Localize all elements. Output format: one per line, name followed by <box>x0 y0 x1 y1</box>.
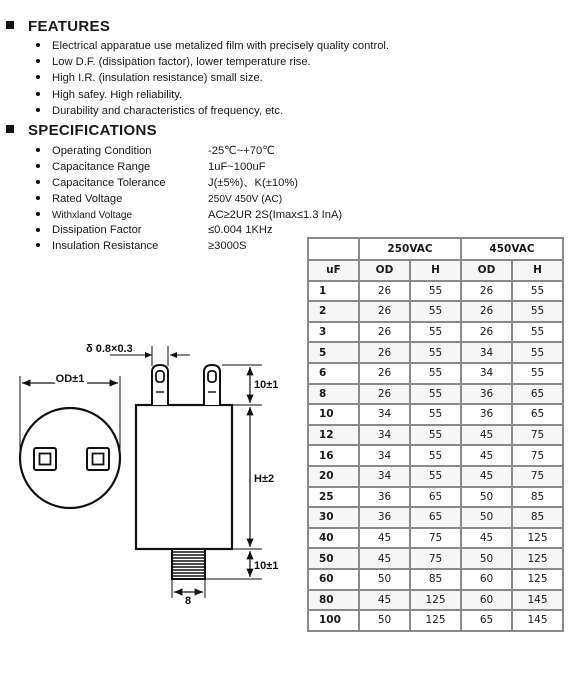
cell-value: 55 <box>512 342 563 363</box>
table-row <box>308 507 563 528</box>
features-title: FEATURES <box>28 18 111 35</box>
cell-uf: 30 <box>308 507 359 528</box>
cell-value: 65 <box>512 404 563 425</box>
table-row <box>308 445 563 466</box>
feature-item: Electrical apparatue use metalized film with precisely quality control. <box>36 38 389 54</box>
cell-value: 34 <box>461 363 512 384</box>
cell-value: 55 <box>410 322 461 343</box>
table-row <box>308 322 563 343</box>
cell-uf: 16 <box>308 445 359 466</box>
bullet-icon <box>36 75 40 79</box>
cell-value: 26 <box>359 384 410 405</box>
bullet-icon <box>36 180 40 184</box>
cell-value: 26 <box>461 301 512 322</box>
dimension-table <box>307 237 564 632</box>
group-250vac: 250VAC <box>359 238 461 260</box>
cell-value: 45 <box>461 445 512 466</box>
bullet-icon <box>36 148 40 152</box>
specifications-heading <box>6 122 157 139</box>
cell-value: 45 <box>461 528 512 549</box>
cell-uf: 40 <box>308 528 359 549</box>
cell-uf: 10 <box>308 404 359 425</box>
cell-value: 34 <box>359 425 410 446</box>
bullet-icon <box>36 196 40 200</box>
square-bullet-icon <box>6 21 14 29</box>
cell-value: 55 <box>410 384 461 405</box>
col-od-450: OD <box>461 260 512 281</box>
table-row <box>308 342 563 363</box>
cell-value: 36 <box>359 487 410 508</box>
cell-value: 75 <box>512 445 563 466</box>
cell-uf: 60 <box>308 569 359 590</box>
spec-row: Capacitance Range 1uF~100uF <box>36 160 206 176</box>
bullet-icon <box>36 164 40 168</box>
table-body <box>308 281 563 631</box>
table-row <box>308 528 563 549</box>
col-h-250: H <box>410 260 461 281</box>
stud-width-label: 8 <box>184 595 192 607</box>
table-row <box>308 569 563 590</box>
cell-value: 125 <box>410 590 461 611</box>
col-h-450: H <box>512 260 563 281</box>
table-group-header <box>308 238 563 260</box>
cell-value: 26 <box>359 301 410 322</box>
cell-uf: 3 <box>308 322 359 343</box>
od-label: OD±1 <box>55 373 85 385</box>
spec-row: Operating Condition -25℃~+70℃ <box>36 144 206 160</box>
stud-height-label: 10±1 <box>254 560 279 572</box>
cell-value: 65 <box>410 487 461 508</box>
cell-value: 45 <box>461 466 512 487</box>
cell-value: 75 <box>512 466 563 487</box>
cell-uf: 25 <box>308 487 359 508</box>
table-row <box>308 363 563 384</box>
cell-value: 36 <box>461 384 512 405</box>
table-row <box>308 281 563 302</box>
spec-row: Insulation Resistance ≥3000S <box>36 239 206 255</box>
cell-value: 26 <box>359 322 410 343</box>
bullet-icon <box>36 43 40 47</box>
cell-uf: 2 <box>308 301 359 322</box>
cell-value: 55 <box>410 342 461 363</box>
cell-value: 125 <box>512 548 563 569</box>
cell-value: 145 <box>512 610 563 631</box>
cell-uf: 8 <box>308 384 359 405</box>
cell-value: 55 <box>410 301 461 322</box>
cell-value: 50 <box>461 487 512 508</box>
cell-value: 34 <box>359 404 410 425</box>
specifications-title: SPECIFICATIONS <box>28 122 157 139</box>
cell-uf: 50 <box>308 548 359 569</box>
table-row <box>308 466 563 487</box>
cell-value: 65 <box>512 384 563 405</box>
cell-value: 60 <box>461 569 512 590</box>
cell-value: 55 <box>410 281 461 302</box>
cell-uf: 5 <box>308 342 359 363</box>
table-row <box>308 487 563 508</box>
cell-value: 50 <box>359 610 410 631</box>
cell-uf: 6 <box>308 363 359 384</box>
square-bullet-icon <box>6 125 14 133</box>
cell-value: 26 <box>461 281 512 302</box>
group-450vac: 450VAC <box>461 238 563 260</box>
cell-value: 34 <box>359 445 410 466</box>
cell-value: 55 <box>512 281 563 302</box>
cell-value: 26 <box>461 322 512 343</box>
top-view <box>20 373 120 508</box>
feature-item: Durability and characteristics of frequency, etc. <box>36 103 389 119</box>
col-od-250: OD <box>359 260 410 281</box>
bullet-icon <box>36 92 40 96</box>
table-row <box>308 610 563 631</box>
spec-row: Withxland Voltage AC≥2UR 2S(Imax≤1.3 InA) <box>36 208 206 224</box>
feature-item: Low D.F. (dissipation factor), lower temperature rise. <box>36 54 389 70</box>
cell-value: 34 <box>359 466 410 487</box>
cell-uf: 80 <box>308 590 359 611</box>
specifications-list <box>36 144 343 255</box>
table-column-header <box>308 260 563 281</box>
table-row <box>308 590 563 611</box>
cell-value: 85 <box>410 569 461 590</box>
cell-value: 145 <box>512 590 563 611</box>
cell-value: 50 <box>359 569 410 590</box>
bullet-icon <box>36 108 40 112</box>
cell-value: 55 <box>410 466 461 487</box>
cell-value: 75 <box>410 548 461 569</box>
table-row <box>308 301 563 322</box>
cell-value: 55 <box>410 425 461 446</box>
features-heading <box>6 18 110 35</box>
cell-value: 45 <box>359 590 410 611</box>
bullet-icon <box>36 59 40 63</box>
cell-value: 75 <box>512 425 563 446</box>
cell-value: 125 <box>512 528 563 549</box>
cell-value: 45 <box>359 528 410 549</box>
spec-row: Dissipation Factor ≤0.004 1KHz <box>36 223 206 239</box>
cell-uf: 1 <box>308 281 359 302</box>
cell-value: 55 <box>410 363 461 384</box>
cell-uf: 20 <box>308 466 359 487</box>
top-height-label: 10±1 <box>254 379 279 391</box>
cell-value: 85 <box>512 487 563 508</box>
cell-value: 36 <box>359 507 410 528</box>
cell-value: 55 <box>410 404 461 425</box>
cell-value: 34 <box>461 342 512 363</box>
capacitor-dimension-drawing <box>0 330 300 620</box>
bullet-icon <box>36 228 40 232</box>
cell-value: 50 <box>461 507 512 528</box>
cell-value: 36 <box>461 404 512 425</box>
cell-value: 55 <box>512 363 563 384</box>
cell-value: 55 <box>512 301 563 322</box>
features-list <box>36 38 389 119</box>
feature-item: High I.R. (insulation resistance) small size. <box>36 70 389 86</box>
cell-value: 65 <box>461 610 512 631</box>
table-corner <box>308 238 359 260</box>
cell-uf: 100 <box>308 610 359 631</box>
thickness-label: δ 0.8×0.3 <box>86 343 133 355</box>
spec-row: Capacitance Tolerance J(±5%)、K(±10%) <box>36 176 206 192</box>
feature-item: High safey. High reliability. <box>36 87 389 103</box>
col-uf: uF <box>308 260 359 281</box>
bullet-icon <box>36 212 40 216</box>
cell-value: 45 <box>461 425 512 446</box>
cell-value: 125 <box>512 569 563 590</box>
cell-value: 26 <box>359 281 410 302</box>
table-row <box>308 548 563 569</box>
table-row <box>308 404 563 425</box>
cell-uf: 12 <box>308 425 359 446</box>
cell-value: 26 <box>359 363 410 384</box>
cell-value: 60 <box>461 590 512 611</box>
body-height-label: H±2 <box>254 473 275 485</box>
cell-value: 65 <box>410 507 461 528</box>
cell-value: 85 <box>512 507 563 528</box>
cell-value: 125 <box>410 610 461 631</box>
cell-value: 75 <box>410 528 461 549</box>
spec-row: Rated Voltage 250V 450V (AC) <box>36 192 206 208</box>
cell-value: 55 <box>512 322 563 343</box>
cell-value: 55 <box>410 445 461 466</box>
table-row <box>308 384 563 405</box>
table-row <box>308 425 563 446</box>
cell-value: 45 <box>359 548 410 569</box>
bullet-icon <box>36 243 40 247</box>
cell-value: 26 <box>359 342 410 363</box>
cell-value: 50 <box>461 548 512 569</box>
